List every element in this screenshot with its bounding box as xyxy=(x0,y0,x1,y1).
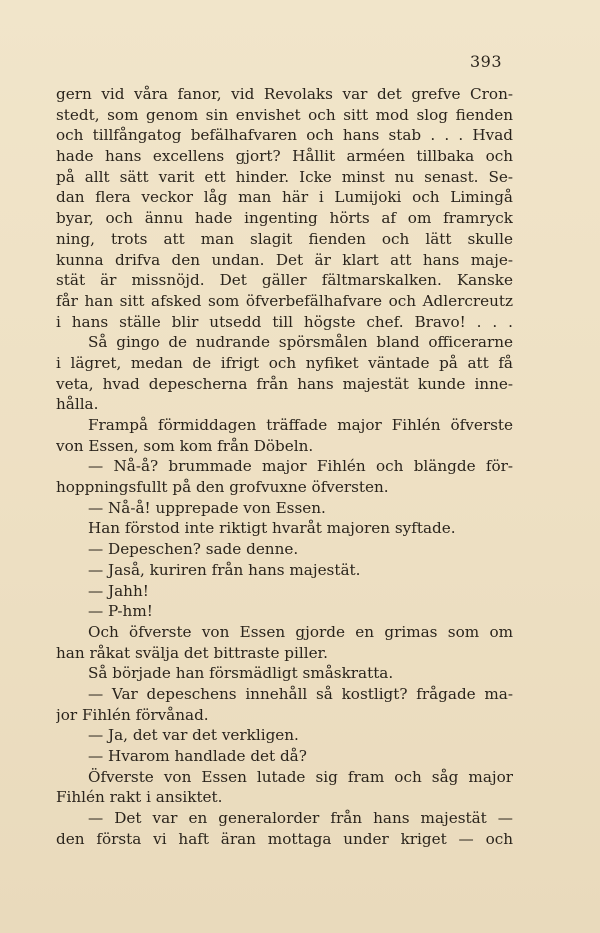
text-line: den första vi haft äran mottaga under kriget — och xyxy=(56,829,513,848)
text-line: får han sitt afsked som öfverbefälhafvare och Adlercreutz xyxy=(56,291,513,310)
text-line: byar, och ännu hade ingenting hörts af om framryck xyxy=(56,209,513,228)
text-line: i lägret, medan de ifrigt och nyfiket väntade på att få xyxy=(56,353,513,372)
text-line: Öfverste von Essen lutade sig fram och såg major xyxy=(88,767,513,786)
text-line: stedt, som genom sin envishet och sitt mod slog fienden xyxy=(56,105,513,124)
text-line: Frampå förmiddagen träffade major Fihlén öfverste xyxy=(88,416,513,434)
text-line: — P-hm! xyxy=(88,602,153,621)
text-line: dan flera veckor låg man här i Lumijoki och Limingå xyxy=(56,188,513,207)
text-line: hoppningsfullt på den grofvuxne öfversten. xyxy=(56,478,389,497)
text-line: Och öfverste von Essen gjorde en grimas som om xyxy=(88,622,513,641)
text-line: — Ja, det var det verkligen. xyxy=(88,726,299,745)
text-line: — Jahh! xyxy=(88,581,149,600)
text-line: — Depeschen? sade denne. xyxy=(88,540,299,559)
body-text xyxy=(56,84,513,849)
text-line: hade hans excellens gjort? Hållit arméen tillbaka och xyxy=(56,147,513,166)
text-line: — Det var en generalorder från hans majestät — xyxy=(88,809,513,828)
text-line: han råkat svälja det bittraste piller. xyxy=(56,643,328,662)
page-number: 393 xyxy=(470,52,503,71)
text-line: hålla. xyxy=(56,395,99,414)
text-line: ning, trots att man slagit fienden och lätt skulle xyxy=(56,229,513,248)
text-line: — Hvarom handlade det då? xyxy=(88,747,307,765)
text-line: stät är missnöjd. Det gäller fältmarskalken. Kanske xyxy=(56,271,513,290)
text-line: Så gingo de nudrande spörsmålen bland officerarne xyxy=(88,333,513,352)
text-line: jor Fihlén förvånad. xyxy=(56,705,209,724)
text-line: i hans ställe blir utsedd till högste chef. Bravo! . . . xyxy=(56,312,513,331)
text-line: — Nå-å! upprepade von Essen. xyxy=(88,498,326,517)
text-line: von Essen, som kom från Döbeln. xyxy=(56,436,314,455)
text-line: gern vid våra fanor, vid Revolaks var det grefve Cron- xyxy=(56,85,513,103)
text-line: kunna drifva den undan. Det är klart att hans maje- xyxy=(56,250,513,269)
text-line: veta, hvad depescherna från hans majestät kunde inne- xyxy=(56,374,513,393)
text-line: — Var depeschens innehåll så kostligt? frågade ma- xyxy=(88,684,513,703)
text-line: Han förstod inte riktigt hvaråt majoren syftade. xyxy=(88,519,456,538)
text-line: och tillfångatog befälhafvaren och hans stab . . . Hvad xyxy=(56,126,513,145)
text-line: Så började han försmädligt småskratta. xyxy=(88,664,394,683)
text-line: på allt sätt varit ett hinder. Icke minst nu senast. Se- xyxy=(56,167,513,186)
text-line: — Nå-å? brummade major Fihlén och blängde för- xyxy=(88,457,513,476)
text-line: Fihlén rakt i ansiktet. xyxy=(56,788,223,807)
text-line: — Jaså, kuriren från hans majestät. xyxy=(88,560,361,579)
